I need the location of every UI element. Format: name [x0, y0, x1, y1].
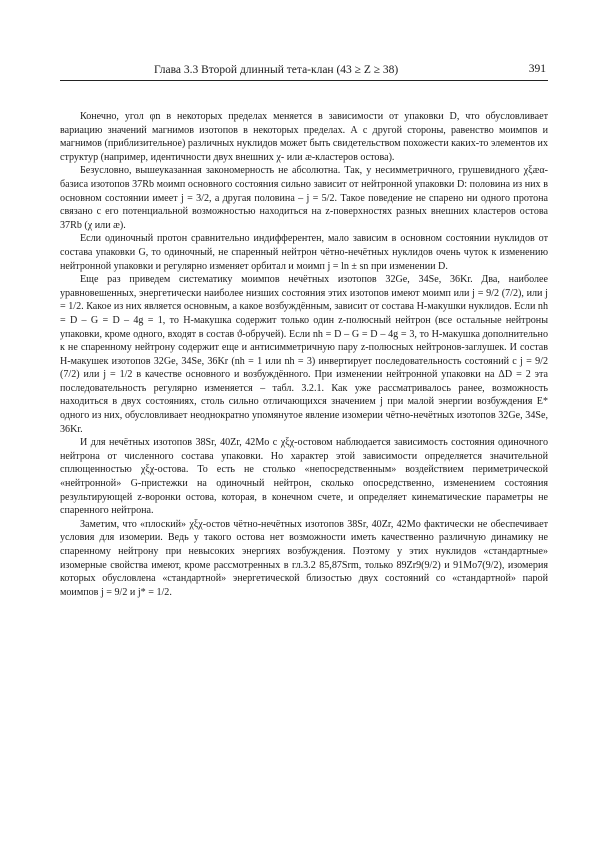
body-text [60, 110, 548, 599]
page-number: 391 [528, 63, 546, 75]
paragraph-6: Заметим, что «плоский» χξχ-остов чётно-нечётных изотопов 38Sr, 40Zr, 42Mo фактически не обеспечивает условия для изомерии. Ведь у такого остова нет возможности иметь качественно различную динамику не спаренному нейтрону при невысоких энергиях возбуждения. Поэтому у этих нуклидов «стандартные» изомерные свойства имеют, кроме рассмотренных в гл.3.2 85,87Srm, только 89Zr9(9/2) и 91Mo7(9/2), изомерия которых обусловлена «стандартной» энергетической близостью двух состояний со «стандартной» парой моимпов j = 9/2 и j* = 1/2. [60, 518, 548, 598]
paragraph-3: Если одиночный протон сравнительно индифферентен, мало зависим в основном состоянии нуклидов от состава упаковки G, то одиночный, не спаренный нейтрон чётно-нечётных нуклидов очень чуток к изменению нейтронной упаковки и регулярно изменяет орбитал и моимп j = ln ± sn при изменении D. [60, 233, 548, 272]
page-header [60, 62, 548, 81]
running-title: Глава 3.3 Второй длинный тета-клан (43 ≥ Z ≥ 38) [154, 64, 399, 76]
paragraph-2: Безусловно, вышеуказанная закономерность не абсолютна. Так, у несимметричного, грушевидного χξæα-базиса изотопов 37Rb моимп основного состояния сильно зависит от нейтронной упаковки D: половина из них в основном состоянии имеет j = 3/2, а другая половина – j = 5/2. Такое поведение не спарено ни одного протона связано с его потенциальной возможностью находиться на z-поверхностях разных внешних кластеров остова 37Rb (χ или æ). [60, 165, 548, 231]
paragraph-1: Конечно, угол φn в некоторых пределах меняется в зависимости от упаковки D, что обусловливает вариацию значений магнимов изотопов в некоторых пределах. А с другой стороны, равенство моимпов и магнимов (приблизительное) различных нуклидов может быть свидетельством похожести каких-то элементов их структур (например, идентичности двух внешних χ- или æ-кластеров остова). [60, 111, 548, 163]
paragraph-5: И для нечётных изотопов 38Sr, 40Zr, 42Mo с χξχ-остовом наблюдается зависимость состояния одиночного нейтрона от численного состава упаковки. Но характер этой зависимости определяется значительной сплющенностью χξχ-остова. То есть не столько «непосредственным» воздействием периметрической «нейтронной» G-пристежки на одиночный нейтрон, сколько опосредственно, изменением состояния результирующей z-воронки остова, которая, в конечном счете, и определяет кинематические параметры не спаренного нейтрона. [60, 437, 548, 517]
paragraph-4: Еще раз приведем систематику моимпов нечётных изотопов 32Ge, 34Se, 36Kr. Два, наиболее уравновешенных, энергетически наиболее низших состояния этих изотопов имеют моимп или j = 9/2 (7/2), или j = 1/2. Какое из них является основным, а какое возбуждённым, зависит от состава H-макушки нуклидов. Если nh = D – G = D – 4g = 1, то H-макушка содержит только один z-полюсный нейтрон (все остальные нейтроны упаковки, кроме одного, входят в состав ϑ-обручей). Если nh = D – G = D – 4g = 3, то H-макушка дополнительно к не спаренному нейтрону содержит еще и антисимметричную пару z-полюсных нейтронов-заглушек. И состав H-макушек изотопов 32Ge, 34Se, 36Kr (nh = 1 или nh = 3) инвертирует последовательность состояний с j = 9/2 (7/2) или j = 1/2 в качестве основного и возбуждённого. При изменении нейтронной упаковки на ΔD = 2 эта последовательность регулярно изменяется – табл. 3.2.1. Как уже рассматривалось ранее, возможность находиться в двух состояниях, столь сильно отличающихся значением j при малой энергии возбуждения E* одного из них, обусловливает неоднократно упомянутое явление изомерии чётно-нечётных изотопов 32Ge, 34Se, 36Kr. [60, 274, 548, 435]
